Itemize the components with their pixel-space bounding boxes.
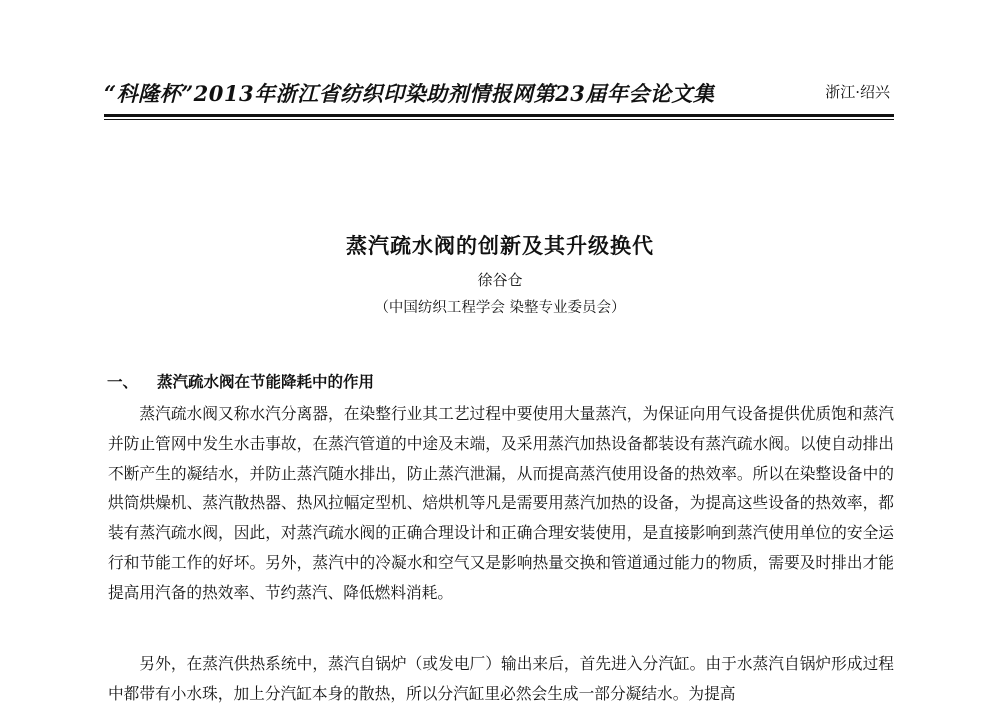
paper-title: 蒸汽疏水阀的创新及其升级换代: [346, 234, 654, 258]
section-heading: [107, 370, 374, 392]
body-paragraph: 蒸汽疏水阀又称水汽分离器，在染整行业其工艺过程中要使用大量蒸汽，为保证向用气设备提供优质饱和蒸汽并防止管网中发生水击事故，在蒸汽管道的中途及末端，及采用蒸汽加热设备都装设有蒸汽疏水阀。以使自动排出不断产生的凝结水，并防止蒸汽随水排出，防止蒸汽泄漏，从而提高蒸汽使用设备的热效率。所以在染整设备中的烘筒烘燥机、蒸汽散热器、热风拉幅定型机、焙烘机等凡是需要用蒸汽加热的设备，为提高这些设备的热效率，都装有蒸汽疏水阀，因此，对蒸汽疏水阀的正确合理设计和正确合理安装使用，是直接影响到蒸汽使用单位的安全运行和节能工作的好坏。另外，蒸汽中的冷凝水和空气又是影响热量交换和管道通过能力的物质，需要及时排出才能提高用汽备的热效率、节约蒸汽、降低燃料消耗。: [108, 404, 894, 602]
running-header: [104, 78, 894, 108]
body-paragraph: 另外，在蒸汽供热系统中，蒸汽自锅炉（或发电厂）输出来后，首先进入分汽缸。由于水蒸汽自锅炉形成过程中都带有小水珠，加上分汽缸本身的散热，所以分汽缸里必然会生成一部分凝结水。为提高: [108, 654, 894, 703]
section-title: 蒸汽疏水阀在节能降耗中的作用: [157, 373, 375, 391]
header-rule-thick: [104, 114, 894, 117]
section-number: 一、: [107, 373, 139, 391]
header-rule-thin: [104, 119, 894, 120]
author-affiliation: （中国纺织工程学会 染整专业委员会）: [374, 300, 626, 316]
author-name: 徐谷仓: [477, 271, 523, 289]
proceedings-title: “科隆杯”2013年浙江省纺织印染助剂情报网第23届年会论文集: [104, 81, 715, 106]
header-location: 浙江·绍兴: [825, 83, 890, 101]
